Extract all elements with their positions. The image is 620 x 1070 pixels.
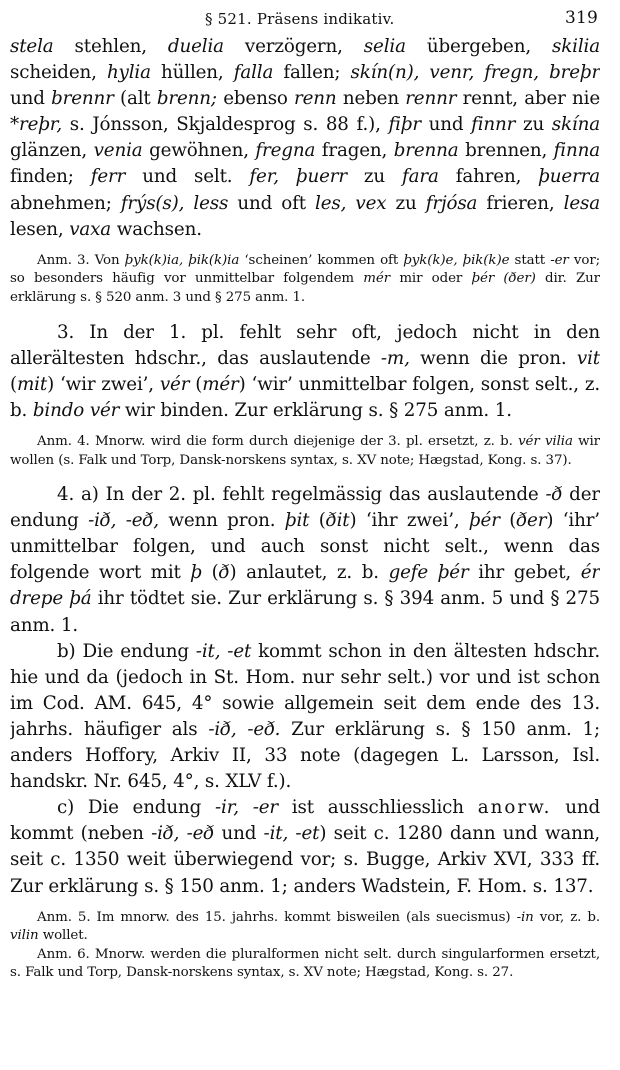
italic-run: *reþr, <box>10 114 63 136</box>
italic-run: venia <box>93 140 143 162</box>
italic-run: frjósa <box>425 192 478 214</box>
italic-run: bindo vér <box>32 399 120 421</box>
text-run: hüllen, <box>150 62 234 84</box>
italic-run: -it, -et <box>195 640 252 662</box>
italic-run: ðer <box>516 510 547 532</box>
text-run: zu <box>515 114 552 136</box>
paragraph-verb-list <box>10 34 600 243</box>
italic-run: þyk(k)e, þik(k)e <box>403 252 510 268</box>
paragraph-section-4b <box>10 639 600 796</box>
text-run: anorw. <box>477 797 552 819</box>
italic-run: -er <box>550 252 569 268</box>
text-run: und <box>10 88 52 110</box>
text-run: glänzen, <box>10 140 94 162</box>
italic-run: duelia <box>167 36 224 57</box>
italic-run: þuerr <box>295 166 347 188</box>
text-run: wenn die pron. <box>409 347 577 369</box>
text-run: b) Die endung <box>57 640 196 662</box>
italic-run: þuerra <box>538 166 600 188</box>
text-run: brennen, <box>458 140 554 162</box>
note-anm-5 <box>10 909 600 946</box>
text-run: ( <box>10 373 17 395</box>
italic-run: vit <box>576 347 600 369</box>
text-run: Anm. 3. Von <box>37 252 125 268</box>
text-run: abnehmen; <box>10 192 121 214</box>
text-run: vor; so besonders häufig vor unmittelbar folgendem <box>10 252 600 287</box>
page-number: 319 <box>564 8 598 28</box>
note-anm-3 <box>10 252 600 308</box>
italic-run: þyk(k)ia, þik(k)ia <box>124 252 240 268</box>
text-run: ihr gebet, <box>468 562 581 584</box>
text-run: frieren, <box>477 192 564 214</box>
italic-run: finnr <box>471 114 516 136</box>
italic-run: fregn, <box>484 62 539 84</box>
italic-run: less <box>193 192 229 214</box>
text-run: statt <box>509 252 551 268</box>
italic-run: falla <box>233 62 274 84</box>
italic-run: þ <box>190 562 202 584</box>
text-run: rennt, aber nie <box>456 88 600 110</box>
text-run: stehlen, <box>53 36 168 57</box>
italic-run: mit <box>16 373 48 395</box>
text-run: Anm. 6. Mnorw. werden die pluralformen nicht selt. durch singularformen ersetzt, s. Falk und Torp, Dansk-norskens syntax, s. XV note; Hægstad, Kong. s. 27. <box>10 946 600 981</box>
italic-run: -m, <box>380 347 410 369</box>
italic-run: mér <box>202 373 239 395</box>
paragraph-section-3 <box>10 320 600 424</box>
text-run: und kommt (neben <box>10 797 600 845</box>
running-header <box>10 4 600 34</box>
text-run: wenn pron. <box>158 510 285 532</box>
text-run: wollet. <box>38 928 88 944</box>
text-run: ) ‘ihr’ unmittelbar folgen, und auch sonst nicht selt., wenn das folgende wort mit <box>10 510 600 584</box>
italic-run: mér <box>363 271 391 287</box>
italic-run: selia <box>363 36 406 57</box>
italic-run: ér drepe þá <box>10 562 600 610</box>
text-run <box>419 62 429 83</box>
italic-run: gefe þér <box>388 562 469 584</box>
italic-run: brennr <box>51 88 114 110</box>
italic-run: þér (ðer) <box>471 271 536 287</box>
italic-run: -in <box>516 909 534 925</box>
text-run: ) anlautet, z. b. <box>229 562 389 584</box>
italic-run: stela <box>10 36 54 57</box>
italic-run: brenna <box>393 140 459 162</box>
text-run: fragen, <box>315 140 394 162</box>
italic-run: -it, -et <box>263 823 320 845</box>
text-run <box>279 166 296 187</box>
paragraph-section-4a <box>10 482 600 639</box>
text-run: lesen, <box>10 218 70 240</box>
italic-run: brenn; <box>156 88 217 110</box>
text-run: dir. Zur erklärung s. § 520 anm. 3 und § 275 anm. 1. <box>10 271 600 305</box>
text-run: gewöhnen, <box>142 140 256 162</box>
text-run: ) ‘wir’ unmittelbar folgen, sonst selt., z. b. <box>10 373 600 421</box>
text-run: ( <box>499 510 517 532</box>
italic-run: skín(n), <box>350 62 420 84</box>
italic-run: frýs(s), <box>120 192 185 214</box>
text-run: und selt. <box>125 166 250 188</box>
italic-run: ðit <box>325 510 350 532</box>
text-run: wir wollen (s. Falk und Torp, Dansk-norskens syntax, s. XV note; Hægstad, Kong. s. 37). <box>10 433 600 468</box>
text-run: Anm. 5. Im mnorw. des 15. jahrhs. kommt bisweilen (als suecismus) <box>37 909 517 925</box>
text-run: 3. In der 1. pl. fehlt sehr oft, jedoch nicht in den allerältesten hdschr., das auslautende <box>10 321 600 369</box>
text-run: ihr tödtet sie. Zur erklärung s. § 394 anm. 5 und § 275 anm. 1. <box>10 588 600 636</box>
italic-run: hylia <box>106 62 151 84</box>
italic-run: þit <box>284 510 310 532</box>
text-run: fahren, <box>438 166 539 188</box>
text-run: fallen; <box>273 62 351 84</box>
text-run: ) ‘ihr zwei’, <box>349 510 469 532</box>
text-run <box>539 62 549 83</box>
paragraph-section-4c <box>10 795 600 899</box>
italic-run: les, <box>315 192 347 214</box>
text-run: ) ‘wir zwei’, <box>47 373 160 395</box>
italic-run: fara <box>402 166 439 188</box>
text-run: Anm. 4. Mnorw. wird die form durch diejenige der 3. pl. ersetzt, z. b. <box>37 433 519 449</box>
italic-run: venr, <box>429 62 475 84</box>
text-run: zu <box>386 192 426 214</box>
italic-run: fiþr <box>388 114 421 136</box>
section-title: § 521. Präsens indikativ. <box>205 10 395 28</box>
italic-run: breþr <box>549 62 600 84</box>
text-run: vor, z. b. <box>533 909 600 925</box>
italic-run: skilia <box>552 36 600 57</box>
note-anm-4 <box>10 433 600 470</box>
italic-run: -ið, -eð, <box>88 510 159 532</box>
italic-run: vaxa <box>69 218 112 240</box>
text-run: wachsen. <box>111 218 202 240</box>
text-run: ist ausschliesslich <box>278 797 478 819</box>
italic-run: renn <box>294 88 337 110</box>
italic-run: finna <box>553 140 600 162</box>
text-run: c) Die endung <box>57 797 215 819</box>
text-run: finden; <box>10 166 91 188</box>
italic-run: þér <box>468 510 500 532</box>
italic-run: vér <box>159 373 190 395</box>
text-run: 4. a) In der 2. pl. fehlt regelmässig das auslautende <box>57 484 546 506</box>
italic-run: ð <box>218 562 230 584</box>
text-run: kommt schon in den ältesten hdschr. hie und da (jedoch in St. Hom. nur sehr selt.) vor und ist schon im Cod. AM. 645, 4° sowie allgemein seit dem ende des 13. jahrhs. häufiger als <box>10 640 600 740</box>
text-run: ) seit c. 1280 dann und wann, seit c. 1350 weit überwiegend vor; s. Bugge, Arkiv XVI, 333 ff. Zur erklärung s. § 150 anm. 1; anders Wadstein, F. Hom. s. 137. <box>10 823 600 897</box>
text-run: wir binden. Zur erklärung s. § 275 anm. 1. <box>119 399 512 421</box>
text-run <box>474 62 484 83</box>
text-run: neben <box>336 88 406 110</box>
italic-run: skína <box>551 114 600 136</box>
text-run: und oft <box>228 192 316 214</box>
text-run: und <box>214 823 264 845</box>
italic-run: -ið, -eð <box>151 823 215 845</box>
text-run: scheiden, <box>10 62 107 84</box>
text-run: mir oder <box>390 271 472 287</box>
text-run: der endung <box>10 484 600 532</box>
italic-run: -ir, -er <box>214 797 279 819</box>
italic-run: fer, <box>249 166 279 188</box>
text-run: ebenso <box>216 88 295 110</box>
italic-run: vilin <box>10 928 39 944</box>
text-run: Zur erklärung s. § 150 anm. 1; anders Hoffory, Arkiv II, 33 note (dagegen L. Larsson, Isl. handskr. Nr. 645, 4°, s. XLV f.). <box>10 718 600 793</box>
text-run: ( <box>201 562 219 584</box>
text-run: ( <box>189 373 203 395</box>
text-run: verzögern, <box>223 36 364 57</box>
italic-run: -ð <box>545 484 563 506</box>
italic-run: rennr <box>405 88 457 110</box>
text-run: s. Jónsson, Skjaldesprog s. 88 f.), <box>62 114 389 136</box>
text-run: (alt <box>113 88 157 110</box>
text-run: ( <box>309 510 326 532</box>
text-run: und <box>420 114 472 136</box>
note-anm-6 <box>10 946 600 983</box>
italic-run: fregna <box>255 140 316 162</box>
text-run: ‘scheinen’ kommen oft <box>239 252 404 268</box>
italic-run: ferr <box>90 166 126 188</box>
italic-run: vex <box>355 192 387 214</box>
text-run: übergeben, <box>405 36 552 57</box>
italic-run: -ið, -eð. <box>208 718 281 740</box>
italic-run: lesa <box>563 192 600 214</box>
italic-run: vér vilia <box>518 433 573 449</box>
book-page <box>10 0 600 1070</box>
text-run: zu <box>346 166 403 188</box>
